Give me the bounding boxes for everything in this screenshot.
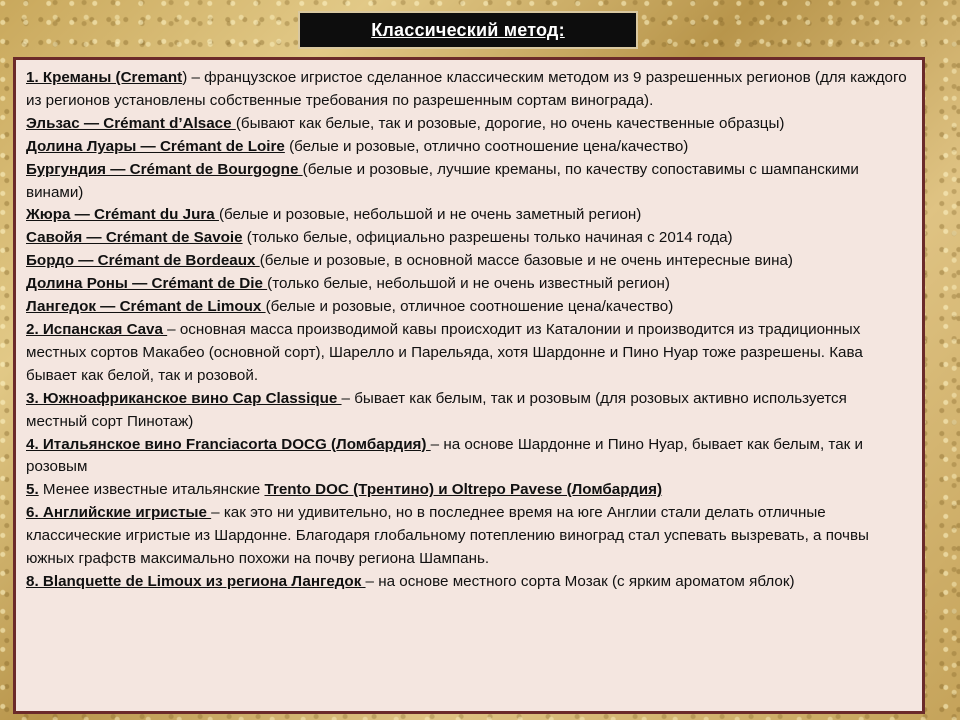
paragraph-heading: 5. [26, 481, 39, 499]
paragraph-text: – бывает как белым, так и розовым (для розовых активно используется местный сорт Пинотаж) [26, 389, 847, 430]
paragraph-heading: 6. Английские игристые [26, 504, 212, 522]
paragraph-franciacorta [26, 434, 912, 480]
paragraph-text: ) – французское игристое сделанное классическим методом из 9 разрешенных регионов (для каждого из регионов установлены собственные требования по разрешенным сортам винограда). [26, 69, 907, 109]
paragraph-text: – на основе Шардонне и Пино Нуар, бывает как белым, так и розовым [26, 435, 863, 476]
slide-title: Классический метод: [371, 19, 565, 40]
paragraph-heading: Лангедок — Crémant de Limoux [26, 298, 266, 316]
paragraph-text: (белые и розовые, в основной массе базовые и не очень интересные вина) [259, 252, 793, 270]
paragraph-heading: 4. Итальянское вино Franciacorta DOCG (Ломбардия) [26, 435, 431, 453]
paragraph-text: (белые и розовые, небольшой и не очень заметный регион) [218, 206, 642, 224]
paragraph-text: – основная масса производимой кавы происходит из Каталонии и производится из традиционных местных сортов Макабео (основной сорт), Шарелло и Парельяда, хотя Шардонне и Пино Нуар тоже разрешены. Кава бывает как белой, так и розовой. [26, 320, 863, 384]
slide-title-bar [298, 11, 638, 49]
paragraph-text: (белые и розовые, лучшие креманы, по качеству сопоставимы с шампанскими винами) [26, 160, 859, 201]
paragraph-heading: 8. Blanquette de Limoux из региона Лангедок [26, 572, 366, 590]
content-box [13, 57, 925, 714]
paragraph-bordeaux [26, 250, 912, 273]
paragraph-cap-classique [26, 388, 912, 434]
paragraph-text: (только белые, официально разрешены только начиная с 2014 года) [242, 229, 733, 247]
paragraph-heading: Бургундия — Crémant de Bourgogne [26, 160, 303, 178]
paragraph-cava [26, 319, 912, 388]
paragraph-heading: Долина Луары — Crémant de Loire [26, 137, 285, 155]
paragraph-heading: Жюра — Crémant du Jura [26, 206, 219, 224]
paragraph-jura [26, 204, 912, 227]
paragraph-text: Менее известные итальянские [38, 481, 265, 499]
paragraph-text: – как это ни удивительно, но в последнее время на юге Англии стали делать отличные классические игристые из Шардонне. Благодаря глобальному потеплению виноград стал успевать вызревать, а почвы южных графств максимально похожи на почву региона Шампань. [26, 504, 869, 568]
paragraph-die [26, 273, 912, 296]
paragraph-loire [26, 136, 912, 159]
paragraph-alsace [26, 113, 912, 136]
paragraph-cremant [26, 67, 912, 113]
paragraph-heading: 3. Южноафриканское вино Cap Classique [26, 389, 342, 407]
paragraph-text: (только белые, небольшой и не очень известный регион) [267, 275, 670, 293]
paragraph-text: (белые и розовые, отличное соотношение цена/качество) [265, 298, 674, 316]
paragraph-heading: 1. Креманы (Cremant [26, 69, 183, 86]
paragraph-heading: Савойя — Crémant de Savoie [26, 229, 243, 247]
paragraph-text: (белые и розовые, отлично соотношение цена/качество) [284, 137, 689, 155]
paragraph-heading: 2. Испанская Cava [26, 320, 168, 338]
paragraph-english [26, 502, 912, 571]
paragraph-text: – на основе местного сорта Мозак (с ярким ароматом яблок) [365, 572, 795, 590]
paragraph-heading: Долина Роны — Crémant de Die [26, 275, 268, 293]
paragraph-blanquette [26, 571, 912, 594]
paragraph-bourgogne [26, 159, 912, 205]
paragraph-limoux [26, 296, 912, 319]
paragraph-savoie [26, 227, 912, 250]
paragraph-heading-secondary: Trento DOC (Трентино) и Oltrepo Pavese (Ломбардия) [264, 481, 663, 499]
paragraph-heading: Эльзас — Crémant d’Alsace [26, 114, 236, 132]
paragraph-trento [26, 479, 912, 502]
paragraph-heading: Бордо — Crémant de Bordeaux [26, 252, 260, 270]
paragraph-text: (бывают как белые, так и розовые, дорогие, но очень качественные образцы) [235, 114, 785, 132]
